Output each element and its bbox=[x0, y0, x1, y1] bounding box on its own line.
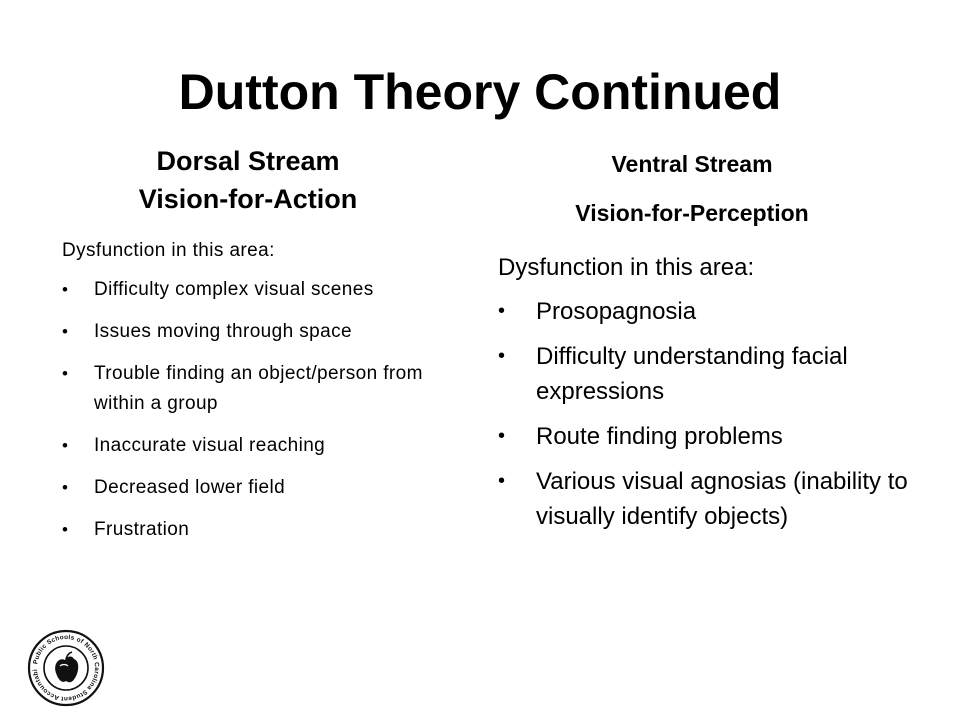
bullet-icon: • bbox=[62, 322, 69, 341]
list-item bbox=[62, 515, 462, 545]
list-item-text: Difficulty complex visual scenes bbox=[94, 279, 374, 300]
ventral-intro: Dysfunction in this area: bbox=[498, 254, 755, 281]
ventral-stream-column bbox=[498, 140, 918, 544]
list-item-text: Inaccurate visual reaching bbox=[94, 435, 326, 456]
list-item bbox=[62, 431, 462, 461]
list-item-text: Trouble finding an object/person from within a group bbox=[94, 363, 423, 414]
bullet-icon: • bbox=[62, 364, 69, 383]
dorsal-intro: Dysfunction in this area: bbox=[62, 240, 275, 261]
bullet-icon: • bbox=[62, 478, 69, 497]
dorsal-dysfunction-list bbox=[62, 275, 462, 545]
bullet-icon: • bbox=[62, 280, 69, 299]
dorsal-stream-heading bbox=[48, 142, 448, 218]
list-item bbox=[498, 419, 918, 454]
dorsal-heading-line2: Vision-for-Action bbox=[138, 184, 358, 214]
dorsal-heading-line1: Dorsal Stream bbox=[156, 146, 340, 176]
bullet-icon: • bbox=[498, 300, 506, 322]
list-item-text: Difficulty understanding facial expressions bbox=[536, 343, 848, 405]
dorsal-stream-column bbox=[62, 142, 462, 557]
bullet-icon: • bbox=[62, 520, 69, 539]
list-item bbox=[62, 275, 462, 305]
list-item bbox=[498, 339, 918, 409]
list-item-text: Issues moving through space bbox=[94, 321, 352, 342]
bullet-icon: • bbox=[498, 345, 506, 367]
list-item bbox=[498, 294, 918, 329]
list-item-text: Decreased lower field bbox=[94, 477, 286, 498]
ventral-heading-line1: Ventral Stream bbox=[611, 151, 773, 177]
list-item bbox=[498, 464, 918, 534]
slide-title: Dutton Theory Continued bbox=[178, 64, 782, 120]
bullet-icon: • bbox=[62, 436, 69, 455]
list-item bbox=[62, 359, 462, 419]
ventral-dysfunction-list bbox=[498, 294, 918, 534]
circular-seal-logo-icon bbox=[26, 628, 106, 708]
list-item bbox=[62, 473, 462, 503]
list-item-text: Various visual agnosias (inability to visually identify objects) bbox=[536, 468, 908, 530]
list-item-text: Prosopagnosia bbox=[536, 298, 697, 325]
seal-ring-text: Public Schools of North Carolina Student Accountabi bbox=[32, 633, 101, 703]
ventral-heading-line2: Vision-for-Perception bbox=[575, 200, 809, 226]
bullet-icon: • bbox=[498, 425, 506, 447]
list-item bbox=[62, 317, 462, 347]
list-item-text: Frustration bbox=[94, 519, 190, 540]
list-item-text: Route finding problems bbox=[536, 423, 783, 450]
ventral-stream-heading bbox=[482, 140, 902, 238]
seal-graphic bbox=[26, 628, 106, 708]
bullet-icon: • bbox=[498, 470, 506, 492]
